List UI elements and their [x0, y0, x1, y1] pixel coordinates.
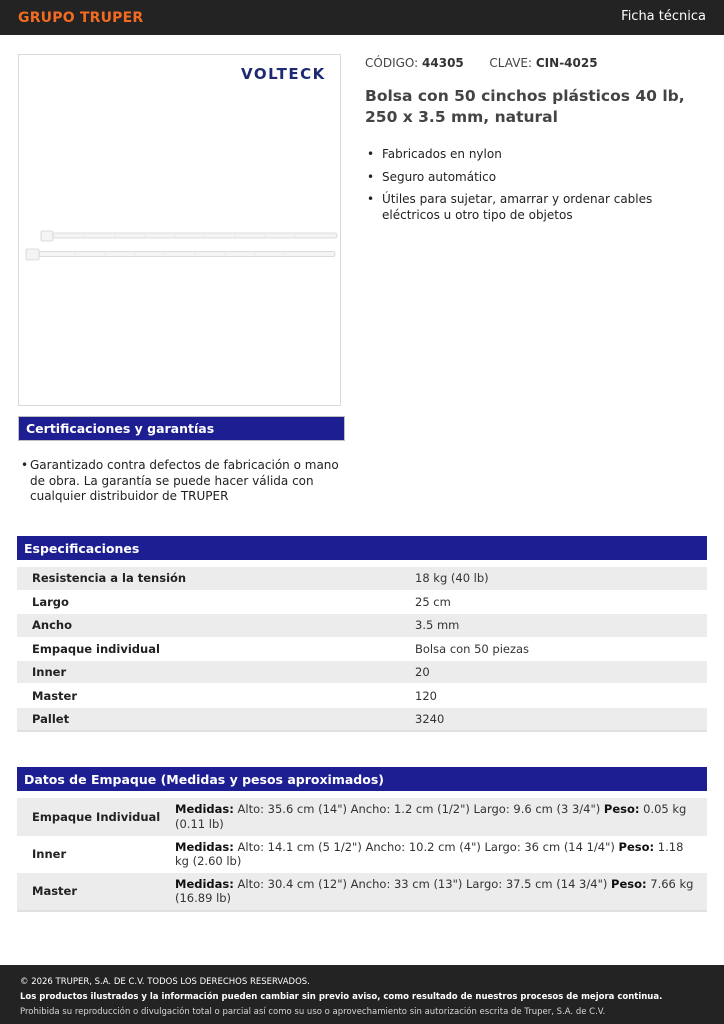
packaging-value: Medidas: Alto: 35.6 cm (14") Ancho: 1.2 cm (1/2") Largo: 9.6 cm (3 3/4") Peso: 0.05 kg (0.11 lb)	[175, 798, 707, 836]
spec-label: Largo	[17, 590, 415, 613]
product-title: Bolsa con 50 cinchos plásticos 40 lb, 250 x 3.5 mm, natural	[365, 87, 685, 126]
clave-value: CIN-4025	[535, 56, 598, 70]
spec-label: Master	[17, 684, 415, 707]
footer	[0, 965, 724, 1024]
table-row	[17, 836, 707, 874]
table-row	[17, 707, 707, 730]
feature-item: • Seguro automático	[365, 169, 710, 185]
packaging-table	[17, 798, 707, 912]
feature-item: • Fabricados en nylon	[365, 146, 710, 162]
product-image-frame	[18, 54, 341, 406]
table-row	[17, 567, 707, 590]
table-row	[17, 614, 707, 637]
codigo-label: CÓDIGO:	[365, 56, 419, 70]
specs-table	[17, 567, 707, 732]
spec-value: 120	[415, 684, 707, 707]
packaging-value: Medidas: Alto: 14.1 cm (5 1/2") Ancho: 10.2 cm (4") Largo: 36 cm (14 1/4") Peso: 1.18 kg (2.60 lb)	[175, 839, 684, 869]
spec-label: Empaque individual	[17, 637, 415, 660]
spec-label: Pallet	[17, 707, 415, 730]
spec-value: 3.5 mm	[415, 614, 707, 637]
table-row	[17, 661, 707, 684]
table-row	[17, 684, 707, 707]
spec-label: Inner	[17, 661, 415, 684]
brand-logo: VOLTECK	[241, 65, 326, 83]
feature-list	[365, 146, 710, 230]
packaging-value: Medidas: Alto: 30.4 cm (12") Ancho: 33 cm (13") Largo: 37.5 cm (14 3/4") Peso: 7.66 kg (16.89 lb)	[175, 873, 707, 911]
codigo-value: 44305	[422, 56, 464, 70]
footer-notice: Los productos ilustrados y la información pueden cambiar sin previo aviso, como resultado de nuestros procesos de mejora continua.	[20, 992, 663, 1002]
footer-copyright: © 2026 TRUPER, S.A. DE C.V. TODOS LOS DERECHOS RESERVADOS.	[20, 977, 310, 987]
spec-label: Resistencia a la tensión	[17, 567, 415, 590]
footer-legal: Prohibida su reproducción o divulgación total o parcial así como su uso o aprovechamiento sin autorización escrita de Truper, S.A. de C.V.	[20, 1007, 606, 1017]
feature-item: • Útiles para sujetar, amarrar y ordenar cables eléctricos u otro tipo de objetos	[365, 191, 710, 223]
packaging-label: Inner	[32, 847, 67, 862]
warranty-text: • Garantizado contra defectos de fabricación o mano de obra. La garantía se puede hacer válida con cualquier distribuidor de TRUPER	[21, 458, 341, 505]
spec-value: 20	[415, 661, 707, 684]
table-row	[17, 590, 707, 613]
spec-value: 18 kg (40 lb)	[415, 567, 707, 590]
spec-value: Bolsa con 50 piezas	[415, 637, 707, 660]
table-row	[17, 798, 707, 836]
product-codes	[365, 56, 598, 70]
packaging-label: Empaque Individual	[17, 798, 175, 836]
truper-logo: GRUPO TRUPER	[18, 10, 144, 26]
spec-label: Ancho	[17, 614, 415, 637]
packaging-header: Datos de Empaque (Medidas y pesos aproximados)	[17, 767, 707, 791]
table-row	[17, 637, 707, 660]
table-row	[17, 873, 707, 911]
spec-value: 25 cm	[415, 590, 707, 613]
cable-ties-image	[25, 225, 339, 265]
certifications-header: Certificaciones y garantías	[18, 416, 345, 441]
sheet-title: Ficha técnica	[621, 9, 706, 24]
packaging-label: Master	[17, 873, 175, 911]
header-bar	[0, 0, 724, 35]
spec-value: 3240	[415, 707, 707, 730]
clave-label: CLAVE:	[489, 56, 533, 70]
specs-header: Especificaciones	[17, 536, 707, 560]
